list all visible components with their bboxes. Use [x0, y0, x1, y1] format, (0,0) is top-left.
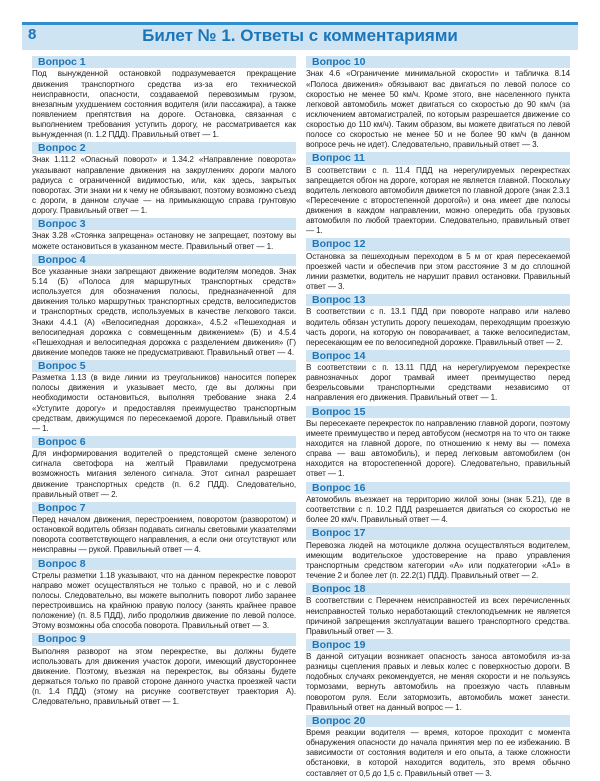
question-heading: Вопрос 4 [32, 254, 296, 266]
question-heading: Вопрос 20 [306, 715, 570, 727]
question-heading: Вопрос 8 [32, 558, 296, 570]
right-column [306, 56, 570, 781]
page-number: 8 [28, 26, 37, 43]
question-block [306, 482, 570, 526]
question-heading: Вопрос 10 [306, 56, 570, 68]
page-title: Билет № 1. Ответы с комментариями [142, 26, 458, 45]
answer-commentary: Под вынужденной остановкой подразумевается прекращение движения транспортного средства из-за его технической неисправности, опасности, создаваемой перевозимым грузом, внезапным ухудшением состояния водителя (или пассажира), а также появлением препятствия на дороге. Остановка, связанная с выполнением требования уступить дорогу, не рассматривается как вынужденная (п. 1.2 ПДД). Правильный ответ — 1. [32, 69, 296, 139]
answer-commentary: Для информирования водителей о предстоящей смене зеленого сигнала светофора на желтый Правилами предусмотрена возможность мигания зеленого сигнала. Этот сигнал разрешает движение транспортных средств (п. 6.2 ПДД). Следовательно, правильный ответ — 2. [32, 449, 296, 499]
answer-commentary: Разметка 1.13 (в виде линии из треугольников) наносится поперек полосы движения и указывает место, где вы должны при необходимости остановиться, выполняя требование знака 2.4 «Уступите дорогу» и предоставляя преимущество транспортным средствам, движущимся по пересекаемой дороге. Правильный ответ — 1. [32, 373, 296, 433]
question-heading: Вопрос 1 [32, 56, 296, 68]
question-block [306, 406, 570, 480]
question-block [306, 583, 570, 637]
page-header [22, 22, 578, 50]
question-block [32, 633, 296, 707]
question-block [306, 238, 570, 292]
answer-commentary: В соответствии с п. 11.4 ПДД на нерегулируемых перекрестках запрещается обгон на дороге, которая не является главной. Поскольку водитель легкового автомобиля движется по главной дороге (знак 2.3.1 «Пересечение с второстепенной дорогой») и она имеет две полосы движения в каждом направлении, можно опередить оба грузовых автомобиля по любой траектории. Следовательно, правильный ответ — 1. [306, 165, 570, 236]
answer-commentary: Автомобиль въезжает на территорию жилой зоны (знак 5.21), где в соответствии с п. 10.2 ПДД разрешается двигаться со скоростью не более 20 км/ч. Правильный ответ — 4. [306, 494, 570, 525]
left-column [32, 56, 296, 709]
question-heading: Вопрос 9 [32, 633, 296, 645]
question-heading: Вопрос 2 [32, 142, 296, 154]
question-block [32, 254, 296, 358]
answer-commentary: Знак 4.6 «Ограничение минимальной скорости» и табличка 8.14 «Полоса движения» обязывают вас двигаться по левой полосе со скоростью не менее 50 км/ч. Кроме этого, вне населенного пункта легковой автомобиль может двигаться со скоростью до 90 км/ч (за исключением автомагистралей, по которым разрешается движение со скоростью до 110 км/ч). Таким образом, вы можете двигаться по левой полосе со скоростью не менее 50 и не более 90 км/ч (в данном вопросе речь не идет). Следовательно, правильный ответ — 3. [306, 69, 570, 150]
answer-commentary: В соответствии с Перечнем неисправностей из всех перечисленных неисправностей только неработающий стеклоподъемник не является причиной запрещения эксплуатации вашего транспортного средства. Правильный ответ — 3. [306, 596, 570, 636]
question-block [306, 152, 570, 236]
answer-commentary: Знак 3.28 «Стоянка запрещена» остановку не запрещает, поэтому вы можете остановиться в указанном месте. Правильный ответ — 1. [32, 231, 296, 251]
answer-commentary: В соответствии с п. 13.11 ПДД на нерегулируемом перекрестке равнозначных дорог трамвай имеет преимущество перед безрельсовыми транспортными средствами независимо от направления его движения. Правильный ответ — 1. [306, 363, 570, 403]
question-heading: Вопрос 13 [306, 294, 570, 306]
question-heading: Вопрос 11 [306, 152, 570, 164]
question-block [306, 527, 570, 581]
question-heading: Вопрос 16 [306, 482, 570, 494]
question-heading: Вопрос 19 [306, 639, 570, 651]
question-heading: Вопрос 14 [306, 350, 570, 362]
answer-commentary: В данной ситуации возникает опасность заноса автомобиля из-за разницы сцепления правых и левых колес с поверхностью дороги. В подобных случаях рекомендуется, не меняя скорости и не пользуясь тормозами, вернуть автомобиль на проезжую часть плавным поворотом руля. Если затормозить, автомобиль может занести. Правильный ответ на данный вопрос — 1. [306, 652, 570, 712]
question-block [32, 436, 296, 500]
answer-commentary: Выполняя разворот на этом перекрестке, вы должны будете использовать для движения участок дороги, имеющий двустороннее движение. Поэтому, въезжая на перекресток, вы обязаны будете держаться только по правой стороне данного участка проезжей части (п. 1.4 ПДД) (этому на рисунке соответствует траектория А). Следовательно, правильный ответ — 1. [32, 646, 296, 707]
answer-commentary: Остановка за пешеходным переходом в 5 м от края пересекаемой проезжей части и обеспечив при этом расстояние 3 м до сплошной линии разметки, водитель не нарушит правил остановки. Правильный ответ — 3. [306, 251, 570, 291]
question-heading: Вопрос 7 [32, 502, 296, 514]
answer-commentary: Вы пересекаете перекресток по направлению главной дороги, поэтому имеете преимущество и перед автобусом (несмотря на то что он также находится на главной дороге, по отношению к нему вы — помеха справа — ваш автомобиль), и перед легковым автомобилем (он находится на второстепенной дороге). Следовательно, правильный ответ — 1. [306, 418, 570, 479]
question-heading: Вопрос 18 [306, 583, 570, 595]
question-block [32, 142, 296, 216]
answer-commentary: В соответствии с п. 13.1 ПДД при повороте направо или налево водитель обязан уступить дорогу пешеходам, переходящим проезжую часть дороги, на которую он поворачивает, а также велосипедистам, пересекающим ее по велосипедной дорожке. Правильный ответ — 2. [306, 307, 570, 347]
question-block [32, 558, 296, 632]
answer-commentary: Время реакции водителя — время, которое проходит с момента обнаружения опасности до начала принятия мер по ее избежанию. В зависимости от состояния водителя и его опыта, а также сложности обстановки, в которой находится водитель, это время обычно составляет от 0,5 до 1,5 с. Правильный ответ — 3. [306, 728, 570, 778]
question-heading: Вопрос 15 [306, 406, 570, 418]
question-heading: Вопрос 3 [32, 218, 296, 230]
question-block [306, 350, 570, 404]
question-heading: Вопрос 12 [306, 238, 570, 250]
question-block [306, 56, 570, 150]
question-block [32, 218, 296, 252]
question-block [306, 294, 570, 348]
question-block [306, 715, 570, 779]
question-heading: Вопрос 17 [306, 527, 570, 539]
answer-commentary: Перед началом движения, перестроением, поворотом (разворотом) и остановкой водитель обязан подавать сигналы световыми указателями поворота соответствующего направления, а если они отсутствуют или неисправны — рукой. Правильный ответ — 4. [32, 515, 296, 555]
answer-commentary: Все указанные знаки запрещают движение водителям мопедов. Знак 5.14 (Б) «Полоса для маршрутных транспортных средств» используется для обозначения полосы, предназначенной для движения только маршрутных транспортных средств, велосипедистов и транспортных средств, используемых в качестве легкового такси. Знаки 4.4.1 (А) «Велосипедная дорожка», 4.5.2 «Пешеходная и велосипедная дорожка с совмещенным движением» (Б) и 4.5.4 «Пешеходная и велосипедная дорожка с разделением движения» (Г) движение мопедов также не предусматривают. Правильный ответ — 4. [32, 267, 296, 357]
answer-commentary: Знак 1.11.2 «Опасный поворот» и 1.34.2 «Направление поворота» указывают направление движения на закруглениях дороги малого радиуса с ограниченной видимостью, или, как здесь, закрытых поворотах. Эти знаки ни к чему не обязывают, поэтому возможно съезд с дороги, в данном случае — на примыкающую справа грунтовую дорогу. Правильный ответ — 1. [32, 155, 296, 215]
question-block [32, 502, 296, 556]
question-block [306, 639, 570, 713]
question-block [32, 360, 296, 434]
answer-commentary: Перевозка людей на мотоцикле должна осуществляться водителем, имеющим водительское удостоверение на право управления транспортным средством категории «А» или подкатегории «А1» в течение 2 и более лет (п. 22.2(1) ПДД). Правильный ответ — 2. [306, 540, 570, 580]
question-heading: Вопрос 6 [32, 436, 296, 448]
question-heading: Вопрос 5 [32, 360, 296, 372]
answer-commentary: Стрелы разметки 1.18 указывают, что на данном перекрестке поворот направо может осуществляться не только с правой, но и с левой полосы. Следовательно, вы можете выполнить поворот либо заранее перестроившись на крайнюю правую полосу (занять крайнее правое положение) (п. 8.5 ПДД), либо продолжив движение по левой полосе. Этому возможны оба способа поворота. Правильный ответ — 3. [32, 570, 296, 631]
question-block [32, 56, 296, 140]
